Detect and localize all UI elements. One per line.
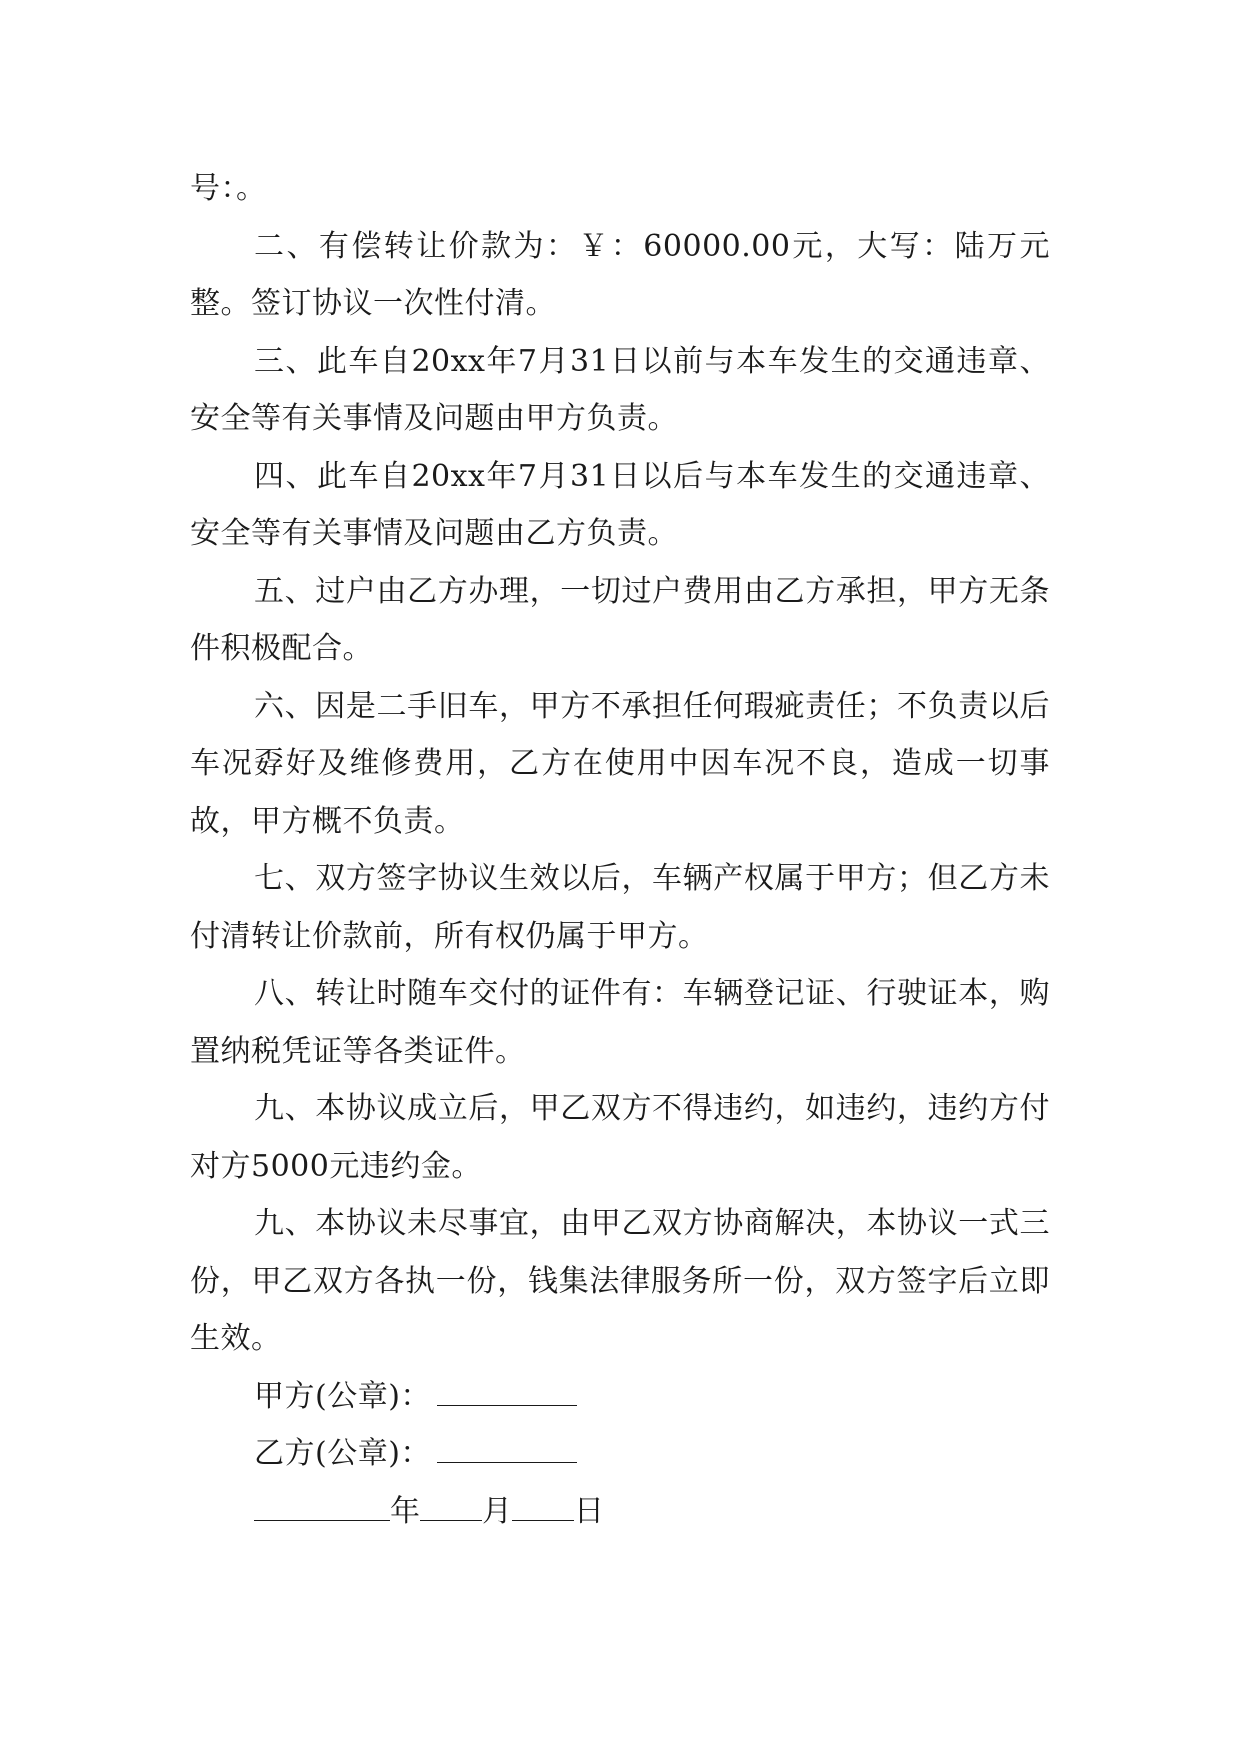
- clause-7: 七、双方签字协议生效以后，车辆产权属于甲方；但乙方未付清转让价款前，所有权仍属于甲方。: [190, 861, 1050, 954]
- clause-4: 四、此车自20xx年7月31日以后与本车发生的交通违章、安全等有关事情及问题由乙方负责。: [190, 458, 1050, 551]
- year-label: 年: [390, 1493, 420, 1529]
- party-a-label: 甲方(公章)：: [254, 1378, 431, 1414]
- year-blank[interactable]: [254, 1494, 390, 1521]
- month-label: 月: [482, 1493, 512, 1529]
- clause-6: 六、因是二手旧车，甲方不承担任何瑕疵责任；不负责以后车况孬好及维修费用，乙方在使用中因车况不良，造成一切事故，甲方概不负责。: [190, 688, 1050, 839]
- day-label: 日: [574, 1493, 604, 1529]
- clause-9b: 九、本协议未尽事宜，由甲乙双方协商解决，本协议一式三份，甲乙双方各执一份，钱集法律服务所一份，双方签字后立即生效。: [190, 1206, 1050, 1356]
- clause-3: 三、此车自20xx年7月31日以前与本车发生的交通违章、安全等有关事情及问题由甲方负责。: [190, 343, 1050, 436]
- party-b-signature-line[interactable]: [437, 1436, 577, 1463]
- clause-8: 八、转让时随车交付的证件有：车辆登记证、行驶证本，购置纳税凭证等各类证件。: [190, 976, 1050, 1069]
- party-b-label: 乙方(公章)：: [254, 1436, 431, 1471]
- party-a-signature-line[interactable]: [437, 1379, 577, 1406]
- clause-5: 五、过户由乙方办理，一切过户费用由乙方承担，甲方无条件积极配合。: [190, 573, 1050, 666]
- party-a-signature-row: [190, 1368, 1050, 1426]
- clause-9: 九、本协议成立后，甲乙双方不得违约，如违约，违约方付对方5000元违约金。: [190, 1091, 1050, 1184]
- date-row: [190, 1483, 1050, 1541]
- month-blank[interactable]: [420, 1494, 482, 1521]
- day-blank[interactable]: [512, 1494, 574, 1521]
- clause-2: 二、有偿转让价款为：￥：60000.00元，大写：陆万元整。签订协议一次性付清。: [190, 228, 1050, 321]
- document-page: [190, 160, 1050, 1540]
- party-b-signature-row: [190, 1425, 1050, 1483]
- lead-line: 号：。: [190, 171, 267, 206]
